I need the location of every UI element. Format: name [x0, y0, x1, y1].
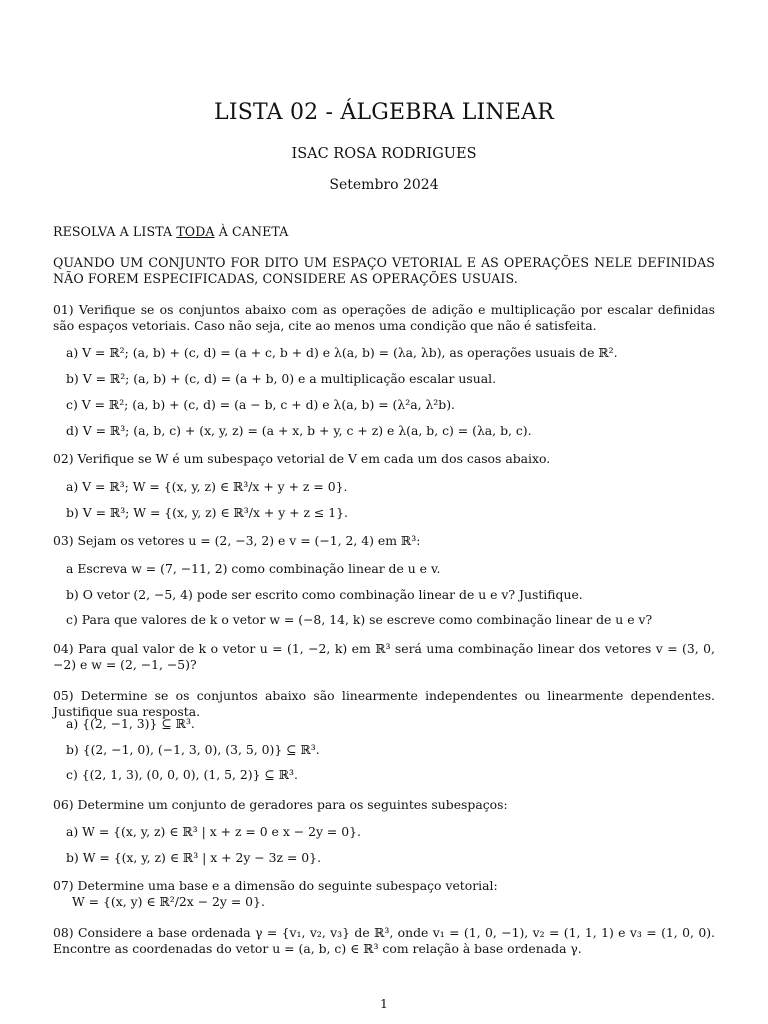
- question-02-b: b) V = ℝ³; W = {(x, y, z) ∈ ℝ³/x + y + z ≤ 1}.: [66, 505, 348, 520]
- question-01-b: b) V = ℝ²; (a, b) + (c, d) = (a + b, 0) e a multiplicação escalar usual.: [66, 371, 497, 386]
- question-01-a: a) V = ℝ²; (a, b) + (c, d) = (a + c, b + d) e λ(a, b) = (λa, λb), as operações usuais de ℝ².: [66, 345, 618, 360]
- question-03: 03) Sejam os vetores u = (2, −3, 2) e v = (−1, 2, 4) em ℝ³:: [53, 533, 421, 548]
- question-02: 02) Verifique se W é um subespaço vetorial de V em cada um dos casos abaixo.: [53, 451, 551, 466]
- instruction-pen-post: À CANETA: [214, 224, 289, 239]
- question-05-c: c) {(2, 1, 3), (0, 0, 0), (1, 5, 2)} ⊆ ℝ³.: [66, 767, 298, 782]
- instruction-operations: QUANDO UM CONJUNTO FOR DITO UM ESPAÇO VETORIAL E AS OPERAÇÕES NELE DEFINIDAS NÃO FOREM ESPECIFICADAS, CONSIDERE AS OPERAÇÕES USUAIS.: [53, 255, 715, 286]
- question-06: 06) Determine um conjunto de geradores para os seguintes subespaços:: [53, 797, 508, 812]
- question-03-b: b) O vetor (2, −5, 4) pode ser escrito como combinação linear de u e v? Justifique.: [66, 587, 583, 602]
- instruction-pen-pre: RESOLVA A LISTA: [53, 224, 177, 239]
- question-05: 05) Determine se os conjuntos abaixo são linearmente independentes ou linearmente dependentes. Justifique sua resposta.: [53, 688, 715, 719]
- question-08: 08) Considere a base ordenada γ = {v₁, v₂, v₃} de ℝ³, onde v₁ = (1, 0, −1), v₂ = (1, 1, 1) e v₃ = (1, 0, 0). Encontre as coordenadas do vetor u = (a, b, c) ∈ ℝ³ com relação à base ordenada γ.: [53, 925, 715, 956]
- question-06-a: a) W = {(x, y, z) ∈ ℝ³ | x + z = 0 e x − 2y = 0}.: [66, 824, 361, 839]
- document-author: ISAC ROSA RODRIGUES: [291, 146, 477, 162]
- question-03-c: c) Para que valores de k o vetor w = (−8, 14, k) se escreve como combinação linear de u e v?: [66, 612, 653, 627]
- page-number: 1: [380, 996, 388, 1011]
- instruction-pen: [53, 224, 715, 240]
- question-05-a: a) {(2, −1, 3)} ⊆ ℝ³.: [66, 716, 195, 731]
- question-01: 01) Verifique se os conjuntos abaixo com as operações de adição e multiplicação por escalar definidas são espaços vetoriais. Caso não seja, cite ao menos uma condição que não é satisfeita.: [53, 302, 715, 333]
- question-05-b: b) {(2, −1, 0), (−1, 3, 0), (3, 5, 0)} ⊆ ℝ³.: [66, 742, 320, 757]
- instruction-pen-underlined: TODA: [176, 224, 215, 239]
- question-07: 07) Determine uma base e a dimensão do seguinte subespaço vetorial:: [53, 878, 498, 893]
- question-01-c: c) V = ℝ²; (a, b) + (c, d) = (a − b, c + d) e λ(a, b) = (λ²a, λ²b).: [66, 397, 455, 412]
- question-02-a: a) V = ℝ³; W = {(x, y, z) ∈ ℝ³/x + y + z = 0}.: [66, 479, 348, 494]
- document-title: LISTA 02 - ÁLGEBRA LINEAR: [214, 100, 554, 125]
- question-03-a: a Escreva w = (7, −11, 2) como combinação linear de u e v.: [66, 561, 441, 576]
- question-04: 04) Para qual valor de k o vetor u = (1, −2, k) em ℝ³ será uma combinação linear dos vetores v = (3, 0, −2) e w = (2, −1, −5)?: [53, 641, 715, 672]
- question-07-set: W = {(x, y) ∈ ℝ²/2x − 2y = 0}.: [72, 894, 265, 909]
- question-01-d: d) V = ℝ³; (a, b, c) + (x, y, z) = (a + x, b + y, c + z) e λ(a, b, c) = (λa, b, c).: [66, 423, 532, 438]
- document-date: Setembro 2024: [329, 177, 439, 193]
- question-06-b: b) W = {(x, y, z) ∈ ℝ³ | x + 2y − 3z = 0}.: [66, 850, 322, 865]
